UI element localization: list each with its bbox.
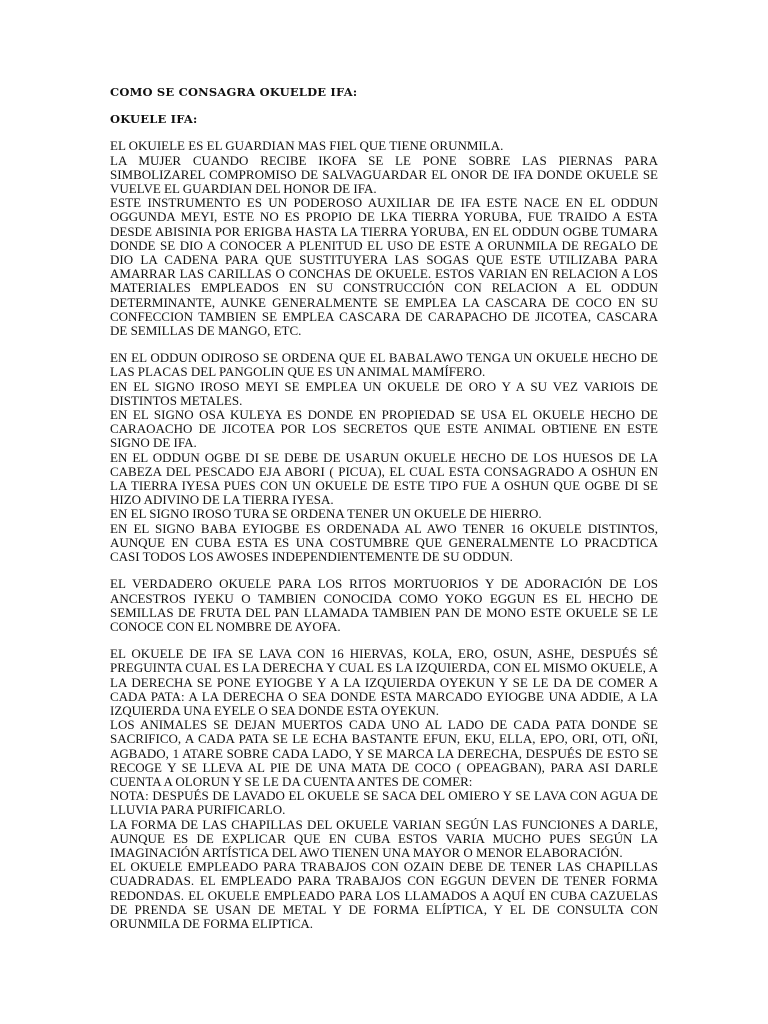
paragraph: ESTE INSTRUMENTO ES UN PODEROSO AUXILIAR DE IFA ESTE NACE EN EL ODDUN OGGUNDA MEYI, ESTE NO ES PROPIO DE LKA TIERRA YORUBA, FUE TRAIDO A ESTA DESDE ABISINIA POR ERIGBA HASTA LA TIERRA YORUBA, EN EL ODDUN OGBE TUMARA DONDE SE DIO A CONOCER A PLENITUD EL USO DE ESTE A ORUNMILA DE REGALO DE DIO LA CADENA PARA QUE SUSTITUYERA LAS SOGAS QUE ESTE UTILIZABA PARA AMARRAR LAS CARILLAS O CONCHAS DE OKUELE. ESTOS VARIAN EN RELACION A LOS MATERIALES EMPLEADOS EN SU CONSTRUCCIÓN CON RELACION A EL ODDUN DETERMINANTE, AUNKE GENERALMENTE SE EMPLEA LA CASCARA DE COCO EN SU CONFECCION TAMBIEN SE EMPLEA CASCARA DE CARAPACHO DE JICOTEA, CASCARA DE SEMILLAS DE MANGO, ETC.	[110, 195, 658, 339]
paragraph: LA MUJER CUANDO RECIBE IKOFA SE LE PONE SOBRE LAS PIERNAS PARA SIMBOLIZAREL COMPROMISO DE SALVAGUARDAR EL ONOR DE IFA DONDE OKUELE SE VUELVE EL GUARDIAN DEL HONOR DE IFA.	[110, 152, 658, 197]
paragraph: LA FORMA DE LAS CHAPILLAS DEL OKUELE VARIAN SEGÚN LAS FUNCIONES A DARLE, AUNQUE ES DE EXPLICAR QUE EN CUBA ESTOS VARIA MUCHO PUES SEGÚN LA IMAGINACIÓN ARTÍSTICA DEL AWO TIENEN UNA MAYOR O MENOR ELABORACIÓN.	[110, 816, 658, 860]
paragraph: EL OKUIELE ES EL GUARDIAN MAS FIEL QUE TIENE ORUNMILA.	[110, 138, 504, 154]
document-title: COMO SE CONSAGRA OKUELDE IFA:	[110, 85, 358, 99]
paragraph: EN EL SIGNO IROSO TURA SE ORDENA TENER UN OKUELE DE HIERRO.	[110, 506, 542, 522]
document-page	[110, 85, 658, 944]
paragraph: LOS ANIMALES SE DEJAN MUERTOS CADA UNO AL LADO DE CADA PATA DONDE SE SACRIFICO, A CADA PATA SE LE ECHA BASTANTE EFUN, EKU, ELLA, EPO, ORI, OTI, OÑI, AGBADO, 1 ATARE SOBRE CADA LADO, Y SE MARCA LA DERECHA, DESPUÉS DE ESTO SE RECOGE Y SE LLEVA AL PIE DE UNA MATA DE COCO ( OPEAGBAN), PARA ASI DARLE CUENTA A OLORUN Y SE LE DA CUENTA ANTES DE COMER:	[110, 717, 658, 789]
paragraph: NOTA: DESPUÉS DE LAVADO EL OKUELE SE SACA DEL OMIERO Y SE LAVA CON AGUA DE LLUVIA PARA PURIFICARLO.	[110, 788, 658, 818]
paragraph: EN EL SIGNO BABA EYIOGBE ES ORDENADA AL AWO TENER 16 OKUELE DISTINTOS, AUNQUE EN CUBA ESTA ES UNA COSTUMBRE QUE GENERALMENTE LO PRACDTICA CASI TODOS LOS AWOSES INDEPENDIENTEMENTE DE SU ODDUN.	[110, 520, 658, 565]
section-heading: OKUELE IFA:	[110, 112, 198, 127]
section-ayofa	[110, 577, 658, 634]
section-intro	[110, 139, 658, 338]
paragraph: EL VERDADERO OKUELE PARA LOS RITOS MORTUORIOS Y DE ADORACIÓN DE LOS ANCESTROS IYEKU O TAMBIEN CONOCIDA COMO YOKO EGGUN ES EL HECHO DE SEMILLAS DE FRUTA DEL PAN LLAMADA TAMBIEN PAN DE MONO ESTE OKUELE SE LE CONOCE CON EL NOMBRE DE AYOFA.	[110, 576, 658, 634]
section-lavado	[110, 647, 658, 931]
paragraph: EN EL SIGNO IROSO MEYI SE EMPLEA UN OKUELE DE ORO Y A SU VEZ VARIOIS DE DISTINTOS METALES.	[110, 378, 658, 408]
paragraph: EN EL ODDUN ODIROSO SE ORDENA QUE EL BABALAWO TENGA UN OKUELE HECHO DE LAS PLACAS DEL PANGOLIN QUE ES UN ANIMAL MAMÍFERO.	[110, 350, 658, 380]
section-signos	[110, 351, 658, 564]
paragraph: EL OKUELE DE IFA SE LAVA CON 16 HIERVAS, KOLA, ERO, OSUN, ASHE, DESPUÉS SÉ PREGUINTA CUAL ES LA DERECHA Y CUAL ES LA IZQUIERDA, CON EL MISMO OKUELE, A LA DERECHA SE PONE EYIOGBE Y A LA IZQUIERDA OYEKUN Y SE LE DA DE COMER A CADA PATA: A LA DERECHA O SEA DONDE ESTA MARCADO EYIOGBE UNA ADDIE, A LA IZQUIERDA UNA EYELE O SEA DONDE ESTA OYEKUN.	[110, 646, 658, 718]
paragraph: EN EL ODDUN OGBE DI SE DEBE DE USARUN OKUELE HECHO DE LOS HUESOS DE LA CABEZA DEL PESCADO EJA ABORI ( PICUA), EL CUAL ESTA CONSAGRADO A OSHUN EN LA TIERRA IYESA PUES CON UN OKUELE DE ESTE TIPO FUE A OSHUN QUE OGBE DI SE HIZO ADIVINO DE LA TIERRA IYESA.	[110, 449, 658, 508]
paragraph: EL OKUELE EMPLEADO PARA TRABAJOS CON OZAIN DEBE DE TENER LAS CHAPILLAS CUADRADAS. EL EMPLEADO PARA TRABAJOS CON EGGUN DEVEN DE TENER FORMA REDONDAS. EL OKUELE EMPLEADO PARA LOS LLAMADOS A AQUÍ EN CUBA CAZUELAS DE PRENDA SE USAN DE METAL Y DE FORMA ELÍPTICA, Y EL DE CONSULTA CON ORUNMILA DE FORMA ELIPTICA.	[110, 859, 658, 931]
paragraph: EN EL SIGNO OSA KULEYA ES DONDE EN PROPIEDAD SE USA EL OKUELE HECHO DE CARAOACHO DE JICOTEA POR LOS SECRETOS QUE ESTE ANIMAL OBTIENE EN ESTE SIGNO DE IFA.	[110, 407, 658, 451]
